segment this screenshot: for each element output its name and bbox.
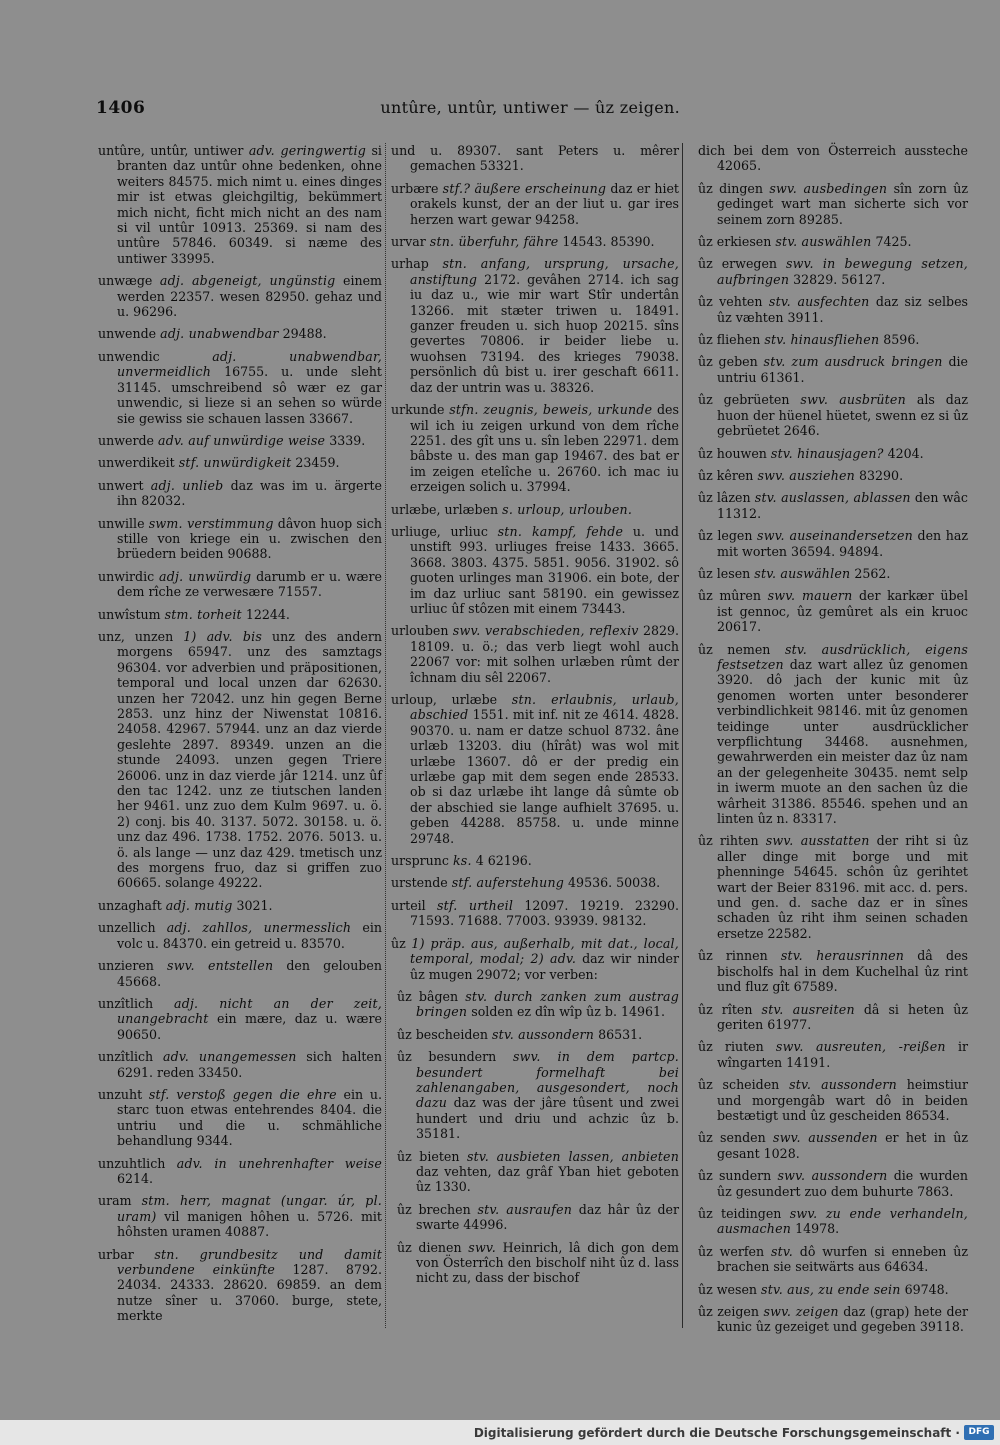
entry-grammar: adj. unlieb (150, 477, 224, 493)
entry-lemma: unzîtlich (98, 995, 154, 1011)
entry-grammar: stv. herausrinnen (780, 948, 905, 964)
entry-text: ein u. starc tuon etwas entehrendes 8404. die untriu und die u. schmähliche behandlung 9344. (117, 1086, 382, 1149)
entry-lemma: urteil (391, 897, 426, 913)
entry-grammar: stm. herr, magnat (ungar. úr, pl. uram) (117, 1193, 383, 1224)
entry-text: u. und unstift 993. urliuges freise 1433. 3665. 3668. 3803. 4375. 5851. 9056. 31902. sô guoten urlinges man 31906. ein bote, der im daz urliuc sant 58190. ein gewissez urliuc ûf stôzen mit einem 73443. (410, 523, 679, 616)
entry-grammar: adv. geringwertig (248, 143, 367, 158)
entry-text: 4 62196. (475, 853, 532, 869)
entry-grammar: swv. mauern (767, 588, 853, 604)
entry-lemma: ûz bescheiden (397, 1026, 488, 1042)
dictionary-entry (98, 996, 382, 1042)
dictionary-entry (397, 1027, 679, 1042)
dictionary-entry (698, 1039, 968, 1070)
entry-text: der riht si ûz aller dinge mit borge und mit phenninge 54645. schôn ûz gerihtet wart der Beier 83196. mit acc. d. pers. und gen. d. sache daz er in sînes schaden ûz riht ihm seinen schaden ersetze 22582. (717, 833, 968, 941)
entry-grammar: stv. aussondern (789, 1077, 897, 1093)
dictionary-entry (698, 294, 968, 325)
dictionary-entry (391, 256, 679, 395)
entry-grammar: stv. ausraufen (477, 1201, 573, 1217)
entry-lemma: urbære (391, 180, 439, 196)
entry-text: daz was im u. ärgerte ihn 82032. (117, 477, 382, 509)
entry-lemma: unwert (98, 477, 144, 493)
dictionary-entry (698, 256, 968, 287)
entry-lemma: ûz houwen (698, 445, 767, 461)
entry-text: der karkær übel ist gennoc, ûz gemûret als ein kruoc 20617. (717, 588, 968, 635)
entry-grammar: adv. in unehrenhafter weise (176, 1155, 382, 1171)
entry-lemma: urlouben (391, 623, 449, 639)
entry-grammar: adj. mutig (165, 897, 233, 913)
entry-text: ir wîngarten 14191. (717, 1039, 968, 1070)
entry-lemma: ûz bieten (397, 1148, 460, 1164)
dictionary-entry (98, 433, 382, 448)
dictionary-entry (98, 143, 382, 266)
entry-grammar: swv. zeigen (763, 1304, 839, 1319)
entry-text: 16755. u. unde sleht 31145. umschreibend sô wær ez gar unwendic, si lieze si an sehen so würde sie gewiss sie schauen lassen 33667. (117, 364, 382, 426)
dictionary-entry (391, 853, 679, 868)
entry-text: daz wir ninder ûz mugen 29072; vor verben: (410, 951, 680, 982)
dictionary-entry (698, 181, 968, 227)
entry-lemma: urstende (391, 875, 448, 891)
entry-lemma: urliuge, urliuc (391, 523, 488, 539)
entry-text: dô wurfen si enneben ûz brachen sie seitwärts aus 64634. (717, 1243, 968, 1275)
column-right (698, 143, 968, 1342)
entry-grammar: swv. in dem partcp. besundert formelhaft bei zahlenangaben, ausgesondert, noch dazu (416, 1049, 679, 1111)
entry-grammar: stf. verstoß gegen die ehre (148, 1086, 337, 1102)
entry-lemma: untûre, untûr, untiwer (98, 143, 244, 158)
entry-text: ein volc u. 84370. ein getreid u. 83570. (117, 920, 382, 951)
entry-grammar: swv. aussondern (777, 1168, 888, 1184)
dictionary-entry (698, 1002, 968, 1033)
page-number: 1406 (96, 98, 146, 118)
dictionary-entry (698, 1206, 968, 1237)
entry-grammar: stfn. zeugnis, beweis, urkunde (449, 402, 653, 418)
entry-text: 2829. 18109. u. ö.; das verb liegt wohl auch 22067 vor: mit solhen urlæben rûmt der îchnam diu sêl 22067. (410, 623, 679, 685)
dfg-logo: DFG (964, 1425, 994, 1440)
entry-lemma: ûz senden (698, 1130, 766, 1146)
column-left (98, 143, 382, 1331)
entry-grammar: s. urloup, urlouben. (502, 501, 633, 517)
entry-grammar: stv. auswählen (775, 234, 872, 250)
entry-text: 86531. (598, 1026, 643, 1042)
entry-grammar: stn. grundbesitz und damit verbundene einkünfte (117, 1246, 382, 1277)
entry-grammar: adj. zahllos, unermesslich (166, 920, 352, 936)
entry-grammar: adj. abgeneigt, ungünstig (159, 273, 336, 289)
entry-grammar: stm. torheit (164, 606, 242, 622)
entry-text: ein mære, daz u. wære 90650. (117, 1011, 382, 1042)
dictionary-entry (698, 1077, 968, 1123)
entry-grammar: swv. ausreuten, -reißen (775, 1039, 946, 1055)
entry-grammar: stf. unwürdigkeit (178, 455, 292, 471)
entry-lemma: unzîtlich (98, 1049, 154, 1065)
entry-text: 69748. (904, 1281, 949, 1297)
entry-lemma: urlæbe, urlæben (391, 501, 499, 517)
entry-lemma: unwæge (98, 273, 153, 289)
dictionary-entry (98, 607, 382, 622)
entry-grammar: swv. entstellen (167, 958, 274, 974)
entry-lemma: ûz (391, 935, 406, 951)
entry-grammar: stv. auswählen (754, 565, 851, 581)
dictionary-entry (698, 446, 968, 461)
dictionary-entry (397, 1240, 679, 1286)
entry-lemma: unwirdic (98, 568, 155, 584)
entry-text: 2172. gevâhen 2714. ich sag iu daz u., wie mir wart Stîr undertân 13266. mit stæter triwen u. 18491. ganzer freuden u. sich huop 20215. sîns gevertes 70806. ir beider liebe u. wuohsen 73194. des krieges 79038. persönlich dû bist u. irer geschaft 6611. daz der untrin was u. 38326. (410, 271, 679, 395)
entry-grammar: swv. in bewegung setzen, aufbringen (717, 256, 968, 287)
entry-text: si branten daz untûr ohne bedenken, ohne weiters 84575. mich nimt u. eines dinges mir ist etwas gleichgiltig, bekümmert mich nicht, ficht mich nicht an des nam si vil untûr 10913. 25369. si nam des untûre 57846. 60349. si næme des untiwer 33995. (117, 143, 382, 266)
dictionary-entry (391, 402, 679, 494)
entry-lemma: ûz kêren (698, 467, 754, 483)
entry-lemma: ûz mûren (698, 588, 761, 604)
entry-text: des wil ich iu zeigen urkund von dem rîche 2251. des gît uns u. sîn leben 22971. dem bâbste u. des man gap 19467. des bat er im zeigen etelîche u. 26760. ich mac iu erzeigen solich u. 37994. (410, 402, 679, 495)
entry-lemma: ûz erwegen (698, 256, 778, 272)
entry-lemma: unzellich (98, 920, 156, 936)
entry-lemma: ûz rinnen (698, 948, 768, 964)
entry-grammar: stf.? äußere erscheinung (442, 180, 607, 196)
entry-grammar: adj. unabwendbar (160, 326, 279, 342)
entry-lemma: ûz erkiesen (698, 234, 772, 250)
dictionary-entry (98, 455, 382, 470)
entry-text: und u. 89307. sant Peters u. mêrer gemachen 53321. (391, 143, 679, 174)
entry-lemma: ûz vehten (698, 294, 763, 310)
dictionary-entry (391, 936, 679, 982)
entry-text: den gelouben 45668. (117, 958, 382, 989)
dictionary-entry (98, 1156, 382, 1187)
dictionary-entry (391, 692, 679, 846)
entry-text: 3021. (236, 897, 273, 913)
dictionary-entry (98, 629, 382, 891)
entry-text: 7425. (875, 234, 912, 250)
entry-text: 12097. 19219. 23290. 71593. 71688. 77003. 93939. 98132. (410, 897, 679, 929)
entry-grammar: stv. ausdrücklich, eigens festsetzen (717, 641, 968, 672)
entry-grammar: 1) adv. bis (183, 628, 263, 644)
dictionary-entry (698, 1244, 968, 1275)
dictionary-entry (698, 588, 968, 634)
entry-lemma: unzuhtlich (98, 1155, 166, 1171)
entry-lemma: ûz legen (698, 528, 753, 544)
running-head: untûre, untûr, untiwer — ûz zeigen. (380, 98, 680, 117)
entry-grammar: adj. unwürdig (159, 568, 252, 584)
entry-text: 1287. 8792. 24034. 24333. 28620. 69859. an dem nutze sîner u. 37060. burge, stete, merkte (117, 1262, 382, 1324)
entry-lemma: ûz rihten (698, 833, 759, 849)
entry-text: sich halten 6291. reden 33450. (117, 1049, 382, 1080)
entry-text: sîn zorn ûz gedinget wart man sicherte sich vor seinem zorn 89285. (717, 180, 968, 227)
dictionary-entry (391, 234, 679, 249)
dictionary-entry (698, 1282, 968, 1297)
dictionary-entry (698, 948, 968, 994)
entry-lemma: unzieren (98, 958, 154, 974)
entry-lemma: unwîstum (98, 606, 161, 622)
entry-text: 3339. (329, 432, 366, 448)
dictionary-entry (391, 623, 679, 685)
entry-text: 29488. (282, 326, 327, 342)
entry-lemma: ûz dienen (397, 1239, 462, 1255)
entry-grammar: stv. durch zanken zum austrag bringen (416, 988, 679, 1020)
dictionary-entry (698, 528, 968, 559)
dictionary-entry (698, 143, 968, 174)
entry-text: 6214. (117, 1170, 154, 1186)
entry-grammar: stv. hinausjagen? (770, 445, 884, 461)
entry-grammar: stn. kampf, fehde (497, 523, 624, 539)
dictionary-entry (98, 1049, 382, 1080)
dictionary-entry (698, 1168, 968, 1199)
entry-grammar: swv. ausstatten (765, 833, 870, 849)
entry-grammar: stv. aus, zu ende sein (761, 1281, 901, 1297)
entry-text: dâ si heten ûz geriten 61977. (717, 1001, 968, 1032)
dictionary-entry (98, 273, 382, 319)
dictionary-entry (698, 468, 968, 483)
entry-lemma: unwende (98, 326, 157, 342)
entry-grammar: stv. zum ausdruck bringen (763, 354, 943, 370)
dictionary-entry (698, 1130, 968, 1161)
dictionary-entry (698, 1304, 968, 1335)
entry-lemma: ûz bâgen (397, 988, 459, 1004)
entry-lemma: unwendic (98, 348, 160, 364)
dictionary-entry (397, 989, 679, 1020)
entry-grammar: stf. urtheil (436, 897, 514, 913)
entry-grammar: swv. auseinandersetzen (757, 528, 913, 544)
entry-grammar: stv. ausfechten (768, 294, 870, 310)
entry-text: darumb er u. wære dem rîche ze verwesære 71557. (117, 568, 382, 600)
entry-text: 2562. (854, 565, 891, 581)
entry-text: solden ez dîn wîp ûz b. 14961. (471, 1004, 666, 1020)
entry-lemma: ûz sundern (698, 1168, 772, 1184)
entry-text: daz vehten, daz grâf Yban hiet geboten ûz 1330. (416, 1163, 679, 1195)
entry-text: den haz mit worten 36594. 94894. (717, 528, 968, 559)
dictionary-entry (698, 642, 968, 827)
entry-grammar: stv. aussondern (492, 1026, 595, 1042)
entry-lemma: unzaghaft (98, 897, 162, 913)
entry-text: einem werden 22357. wesen 82950. gehaz und u. 96296. (117, 273, 382, 320)
dictionary-entry (698, 332, 968, 347)
entry-grammar: swv. aussenden (773, 1130, 878, 1146)
digitization-footer (0, 1420, 1000, 1445)
column-middle (391, 143, 683, 1328)
entry-text: 12244. (245, 606, 290, 622)
entry-text: 49536. 50038. (568, 875, 661, 891)
entry-text: 1551. mit inf. nit ze 4614. 4828. 90370. u. nam er datze schuol 8732. âne urlæb 13203. diu (hîrât) was wol mit urlæbe 13607. dô er der predig ein urlæbe gap mit dem segen ende 28533. ob si daz urlæbe iht lange dâ sûmte ob der abschied sie lange aufhielt 37695. u. geben 44288. 85758. u. unde minne 29748. (410, 707, 679, 846)
entry-grammar: swv. ausbrüten (800, 392, 906, 408)
dictionary-entry (391, 181, 679, 227)
entry-grammar: stv. auslassen, ablassen (754, 490, 911, 506)
entry-text: er het in ûz gesant 1028. (717, 1130, 968, 1161)
dictionary-entry (391, 898, 679, 929)
entry-text: dâvon huop sich stille von kriege ein u. zwischen den brüedern beiden 90688. (117, 515, 382, 562)
entry-grammar: adv. auf unwürdige weise (158, 432, 326, 448)
entry-grammar: ks. (452, 853, 472, 869)
entry-text: den wâc 11312. (717, 490, 968, 521)
entry-grammar: stn. überfuhr, fähre (429, 234, 559, 250)
entry-text: 23459. (295, 455, 340, 471)
entry-text: daz wart allez ûz genomen 3920. dô jach der kunic mit ûz genomen worten unter besonderer verbindlichkeit 98146. mit ûz genomen teidinge unter ausdrücklicher verpflichtung 34468. ausnehmen, gewahrwerden ein meister daz ûz nam an der gelegenheite 30435. nemt selp in iwerm muote an den sachen ûz die wârheit 31386. 85546. spehen und an linten ûz n. 83317. (717, 656, 968, 827)
dictionary-entry (698, 566, 968, 581)
entry-grammar: stn. erlaubnis, urlaub, abschied (410, 692, 679, 723)
dictionary-entry (698, 234, 968, 249)
entry-lemma: ûz besundern (397, 1049, 497, 1065)
dictionary-entry (98, 1087, 382, 1149)
dictionary-entry (98, 1247, 382, 1324)
entry-grammar: stv. ausreiten (761, 1001, 855, 1017)
entry-lemma: urvar (391, 234, 426, 250)
entry-lemma: urkunde (391, 402, 445, 418)
entry-grammar: swm. verstimmung (148, 515, 274, 531)
entry-grammar: stv. (770, 1243, 793, 1259)
dictionary-entry (98, 958, 382, 989)
dictionary-entry (391, 524, 679, 616)
entry-text: 83290. (859, 467, 904, 483)
entry-text: heimstiur und morgengâb wart dô in beiden bestætigt und ûz gescheiden 86534. (717, 1077, 968, 1123)
page-header (96, 98, 680, 120)
entry-grammar: swv. (468, 1239, 496, 1255)
entry-lemma: ûz werfen (698, 1243, 765, 1259)
entry-grammar: swv. verabschieden, reflexiv (452, 623, 639, 639)
entry-lemma: unwerdikeit (98, 455, 175, 471)
entry-lemma: ûz fliehen (698, 332, 761, 348)
entry-lemma: ûz rîten (698, 1001, 753, 1017)
entry-text: 32829. 56127. (793, 271, 886, 287)
entry-grammar: stn. anfang, ursprung, ursache, anstiftung (410, 256, 679, 287)
entry-grammar: stv. ausbieten lassen, anbieten (467, 1148, 680, 1164)
entry-text: daz hâr ûz der swarte 44996. (416, 1201, 680, 1233)
entry-text: die untriu 61361. (717, 354, 968, 385)
entry-grammar: adj. nicht an der zeit, unangebracht (117, 995, 382, 1027)
entry-text: die wurden ûz gesundert zuo dem buhurte 7863. (717, 1168, 968, 1199)
entry-text: 8596. (883, 332, 920, 348)
dictionary-entry (397, 1149, 679, 1195)
entry-grammar: stf. auferstehung (451, 875, 565, 891)
dictionary-entry (391, 143, 679, 174)
entry-lemma: unz, unzen (98, 628, 174, 644)
entry-grammar: swv. ausbedingen (769, 180, 888, 196)
entry-text: vil manigen hôhen u. 5726. mit hôhsten uramen 40887. (117, 1208, 382, 1240)
dictionary-entry (698, 833, 968, 941)
entry-text: 4204. (887, 445, 924, 461)
entry-grammar: adj. unabwendbar, unvermeidlich (117, 348, 382, 380)
dictionary-entry (391, 875, 679, 890)
entry-lemma: ûz lesen (698, 565, 751, 581)
dictionary-entry (98, 326, 382, 341)
entry-text: daz (grap) hete der kunic ûz gezeiget und gegeben 39118. (717, 1304, 968, 1335)
dictionary-entry (98, 516, 382, 562)
entry-grammar: stv. hinausfliehen (764, 332, 880, 348)
dictionary-entry (397, 1049, 679, 1141)
dictionary-entry (698, 490, 968, 521)
entry-text: dâ des bischolfs hal in dem Kuchelhal ûz rint und fluz gît 67589. (717, 948, 968, 995)
dictionary-entry (698, 354, 968, 385)
footer-credit: Digitalisierung gefördert durch die Deutsche Forschungsgemeinschaft · (473, 1426, 960, 1440)
entry-lemma: unzuht (98, 1086, 143, 1102)
entry-lemma: ûz brechen (397, 1201, 471, 1217)
entry-text: als daz huon der hüenel hüetet, swenn ez si ûz gebrüetet 2646. (717, 392, 968, 439)
entry-text: 14543. 85390. (562, 234, 655, 250)
entry-lemma: ûz dingen (698, 180, 763, 196)
entry-lemma: urbar (98, 1246, 134, 1262)
dictionary-entry (391, 502, 679, 517)
dictionary-entry (98, 1193, 382, 1239)
dictionary-entry (98, 349, 382, 426)
dictionary-entry (397, 1202, 679, 1233)
entry-text: daz siz selbes ûz væhten 3911. (717, 294, 968, 325)
entry-text: 14978. (795, 1221, 840, 1237)
entry-text: daz was der jâre tûsent und zwei hundert und driu und achzic ûz b. 35181. (416, 1095, 679, 1142)
entry-lemma: unwerde (98, 432, 154, 448)
entry-lemma: ûz riuten (698, 1039, 764, 1055)
entry-lemma: urhap (391, 256, 429, 272)
entry-lemma: unwille (98, 515, 145, 531)
dictionary-entry (98, 898, 382, 913)
entry-text: daz er hiet orakels kunst, der an der liut u. gar ires herzen wart gewar 94258. (410, 180, 679, 227)
entry-grammar: adv. unangemessen (162, 1049, 297, 1065)
entry-lemma: ûz lâzen (698, 490, 751, 506)
dictionary-entry (98, 478, 382, 509)
entry-lemma: ûz nemen (698, 641, 771, 657)
dictionary-entry (98, 569, 382, 600)
entry-lemma: ursprunc (391, 853, 449, 869)
entry-lemma: urloup, urlæbe (391, 692, 498, 707)
entry-lemma: ûz geben (698, 354, 758, 370)
entry-lemma: ûz scheiden (698, 1077, 780, 1093)
entry-grammar: swv. zu ende verhandeln, ausmachen (717, 1205, 968, 1237)
dictionary-entry (98, 920, 382, 951)
entry-text: Heinrich, lâ dich gon dem von Österrîch den bischolf niht ûz d. lass nicht zu, dass der bischof (416, 1239, 679, 1286)
entry-text: dich bei dem von Österreich aussteche 42065. (698, 143, 968, 174)
dictionary-entry (698, 392, 968, 438)
entry-grammar: 1) präp. aus, außerhalb, mit dat., local, temporal, modal; 2) adv. (410, 935, 679, 967)
entry-lemma: ûz teidingen (698, 1205, 782, 1221)
entry-grammar: swv. ausziehen (757, 467, 855, 483)
entry-lemma: ûz gebrüeten (698, 392, 790, 408)
entry-lemma: uram (98, 1193, 132, 1209)
entry-lemma: ûz zeigen (698, 1304, 759, 1319)
entry-text: unz des andern morgens 65947. unz des samztags 96304. vor adverbien und präpositionen, temporal und local unzen dar 62630. unzen her 72042. unz hin gegen Berne 2853. unz hinz der Niwenstat 10816. 24058. 42967. 57944. unz an daz vierde geslehte 2897. 89349. unzen an die stunde 24093. unzen gegen Triere 26006. unz in daz vierde jâr 1214. unz ûf den tac 1242. unz ze tiutschen landen her 9461. unz zuo dem Kulm 9697. u. ö. 2) conj. bis 40. 3137. 5072. 30158. u. ö. unz daz 496. 1738. 1752. 2076. 5013. u. ö. als lange — unz daz 429. tmetisch unz des morgens fruo, daz si griffen zuo 60665. solange 49222. (117, 628, 382, 891)
entry-lemma: ûz wesen (698, 1281, 758, 1297)
